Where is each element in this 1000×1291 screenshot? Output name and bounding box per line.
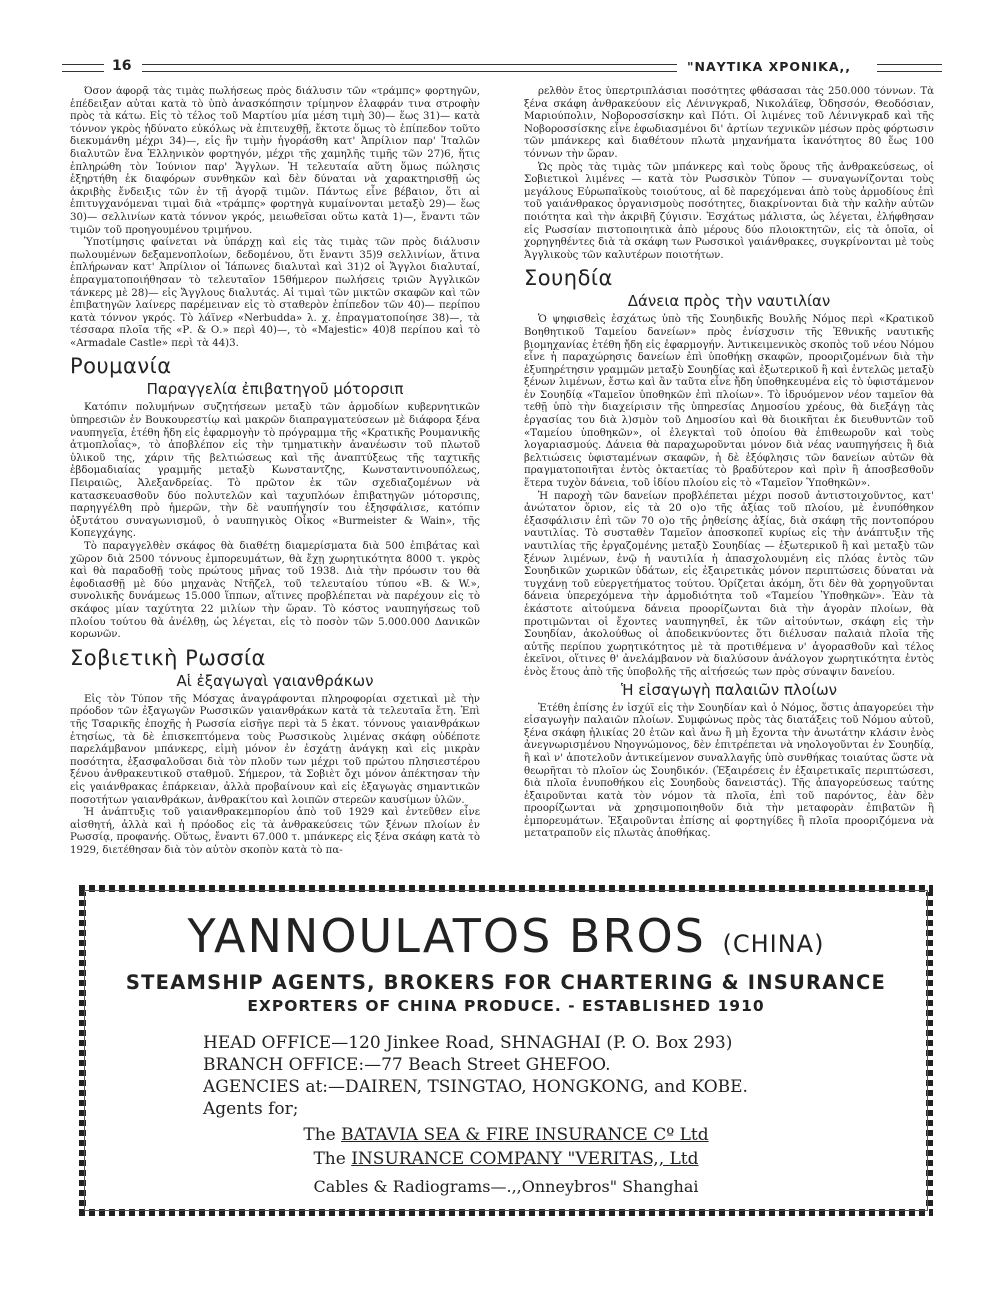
article-paragraph: Ἐτέθη ἐπίσης ἐν ἰσχύϊ εἰς τὴν Σουηδίαν καὶ ὁ Νόμος, ὅστις ἀπαγορεύει τὴν εἰσαγωγὴν παλαιῶν πλοίων. Συμφώνως πρὸς τὰς διατάξεις τοῦ Νόμου αὐτοῦ, ξένα σκάφη ἡλικίας 20 ἐτῶν καὶ ἄνω ἢ μὴ ἔχοντα τὴν ἀνωτάτην κλάσιν ἑνὸς ἀνεγνωρισμένου Νηογνώμονος, δὲν ἐπιτρέπεται νὰ νηολογοῦνται ἐν Σουηδίᾳ, ἢ καὶ ν' ἀποτελοῦν ἀντικείμενον συναλλαγῆς ὑπὸ συνθήκας τοιαύτας ὥστε νὰ θεωρῆται τὸ πλοῖον ὡς Σουηδικόν. (Ἐξαιρέσεις ἐν ἐξαιρετικαῖς περιπτώσεσι, διὰ πλοῖα ἐνυποθήκου εἰς Σουηδοὺς δανειστάς). Τῆς ἀπαγορεύσεως ταύτης ἐξαιροῦνται κατὰ τὸν νόμον τὰ πλοῖα, ἐπὶ τοῦ παρόντος, ἐὰν δὲν προορίζωνται νὰ χρησιμοποιηθοῦν διὰ τὴν μεταφορὰν ἐπιβατῶν ἢ ἐμπορευμάτων. Ἐξαιροῦνται ἐπίσης αἱ φορτηγίδες ἢ πλοῖα προοριζόμενα νὰ μετατραποῦν εἰς πλωτὰς ἀποθήκας. bbox=[524, 702, 934, 840]
article-paragraph: Εἰς τὸν Τύπον τῆς Μόσχας ἀναγράφονται πληροφορίαι σχετικαὶ μὲ τὴν πρόοδον τῶν ἐξαγωγῶν Ρωσσικῶν γαιανθράκων κατὰ τὰ τελευταῖα ἔτη. Ἐπὶ τῆς Τσαρικῆς ἐποχῆς ἡ Ρωσσία εἰσῆγε περὶ τὰ 5 ἑκατ. τόννους γαιανθράκων ἐτησίως, τὰ δὲ ἐπισκεπτόμενα τοὺς Ρωσσικοὺς λιμένας σκάφη οὐδέποτε παρελάμβανον μπάνκερς, εἰμὴ μόνον ἐν ἐσχάτῃ ἀνάγκῃ καὶ εἰς μικρὰν ποσότητα, ἐξασφαλοῦσαι διὰ τὸν πλοῦν των μέχρι τοῦ πρώτου πλησιεστέρου ξένου ἀνθρακευτικοῦ σταθμοῦ. Σήμερον, τὰ Σοβιὲτ ὄχι μόνον ἀπέκτησαν τὴν εἰς γαιάνθρακας ἐπάρκειαν, ἀλλὰ προβαίνουν καὶ εἰς ἐξαγωγὰς σημαντικῶν ποσοτήτων γαιανθράκων, ἀνθρακίτου καὶ λοιπῶν στερεῶν καυσίμων ὑλῶν. bbox=[70, 693, 480, 806]
article-paragraph: Ἡ παροχὴ τῶν δανείων προβλέπεται μέχρι ποσοῦ ἀντιστοιχοῦντος, κατ' ἀνώτατον ὅριον, εἰς τὰ 20 ο)ο τῆς ἀξίας τοῦ πλοίου, μὲ ἐνυπόθηκον ἐξασφάλισιν ἐπὶ τῶν 70 ο)ο τῆς ῥηθείσης ἀξίας, διὰ σκάφη τῆς ποντοπόρου ναυτιλίας. Τὸ συσταθὲν Ταμεῖον ἀποσκοπεῖ κυρίως εἰς τὴν ἀνάπτυξιν τῆς ναυτιλίας τῆς ἐργαζομένης μεταξὺ Σουηδίας — ἐξωτερικοῦ ἢ καὶ μεταξὺ τῶν ξένων λιμένων, ἐνῷ ἡ ναυτιλία ἡ ἀπασχολουμένη εἰς πλόας ἐντὸς τῶν Σουηδικῶν χωρικῶν ὑδάτων, εἰς ἐξαιρετικὰς μόνον περιπτώσεις δύναται νὰ τυγχάνῃ τοῦ εὐεργετήματος τούτου. Ὁρίζεται ἀκόμη, ὅτι δὲν θὰ χορηγοῦνται δάνεια ὑπερεχόμενα τὴν ἁρμοδιότητα τοῦ «Ταμείου Ὑποθηκῶν». Ἐὰν τὰ ἑκάστοτε αἰτούμενα δάνεια προορίζωνται διὰ τὴν ἀγορὰν πλοίων, θὰ προτιμῶνται οἱ ἔχοντες ναυπηγηθεῖ, ἐκ τῶν αἰτούντων, σκάφη εἰς τὴν Σουηδίαν, ἀκολούθως οἱ ἀποδεικνύοντες ὅτι διέλυσαν παλαιὰ πλοῖα τῆς αὐτῆς περίπου χωρητικότητος μὲ τὰ προτιθέμενα ν' ἀγορασθοῦν καὶ τέλος ἐκεῖνοι, οἵτινες θ' ἀνελάμβανον νὰ διαλύσουν ἀνάλογον χωρητικότητα ἐντὸς ἑνὸς ἔτους ἀπὸ τῆς ὑποβολῆς τῆς αἰτήσεώς των πρὸς σύναψιν δανείου. bbox=[524, 490, 934, 678]
ad-insurer-veritas bbox=[85, 1149, 927, 1169]
article-paragraph: ρελθὸν ἔτος ὑπερτριπλάσιαι ποσότητες φθάσασαι τὰς 250.000 τόννων. Τὰ ξένα σκάφη ἀνθρακεύουν εἰς Λένινγκραδ, Νικολάϊεφ, Ὀδησσόν, Θεοδόσιαν, Μαριούπολιν, Νοβοροσσίσκην καὶ Πότι. Οἱ λιμένες τοῦ Λένινγκραδ καὶ τῆς Νοβοροσσίσκης εἶνε ἐφωδιασμένοι δι' ἀρτίων τεχνικῶν μέσων πρὸς φόρτωσιν τῶν μπάνκερς καὶ διαθέτουν πλωτὰ μηχανήματα ἱκανότητος 80 ἕως 100 τόννων τὴν ὥραν. bbox=[524, 86, 934, 160]
section-subtitle: Αἱ ἐξαγωγαὶ γαιανθράκων bbox=[176, 671, 374, 690]
ad-company-main: YANNOULATOS BROS bbox=[187, 909, 706, 963]
ad-insurer-name: INSURANCE COMPANY "VERITAS,, Ltd bbox=[351, 1149, 699, 1169]
ad-services: STEAMSHIP AGENTS, BROKERS FOR CHARTERING & INSURANCE bbox=[125, 971, 887, 994]
ad-agents-for: Agents for; bbox=[203, 1099, 299, 1119]
article-paragraph: Κατόπιν πολυμήνων συζητήσεων μεταξὺ τῶν ἁρμοδίων κυβερνητικῶν ὑπηρεσιῶν ἐν Βουκουρεστίῳ καὶ μακρῶν διαπραγματεύσεων μὲ διάφορα ξένα ναυπηγεῖα, ἐτέθη ἤδη εἰς ἐφαρμογὴν τὸ πρόγραμμα τῆς «Κρατικῆς Ρουμανικῆς ἀτμοπλοΐας», τὸ ἀποβλέπον εἰς τὴν τμηματικὴν ἀνανέωσιν τοῦ πλωτοῦ ὑλικοῦ της, χάριν τῆς βελτιώσεως καὶ τῆς ἀναπτύξεως τῆς ταχτικῆς ἑβδομαδιαίας γραμμῆς μεταξὺ Κωνσταντζης, Κωνσταντινουπόλεως, Πειραιῶς, Ἀλεξανδρείας. Τὸ πρῶτον ἐκ τῶν σχεδιαζομένων νὰ κατασκευασθοῦν δύο πολυτελῶν καὶ ταχυπλόων ἐπιβατηγῶν μότορσιπς, παρηγγέλθη πρὸ ἡμερῶν, τὴν δὲ ναυπήγησίν του ἐξησφάλισε, κατόπιν ὀξυτάτου συναγωνισμοῦ, ὁ ναυπηγικὸς Οἶκος «Burmeister & Wain», τῆς Κοπεγχάγης. bbox=[70, 402, 480, 540]
section-title: Σουηδία bbox=[524, 266, 613, 291]
ad-agencies: AGENCIES at:—DAIREN, TSINGTAO, HONGKONG, and KOBE. bbox=[203, 1077, 748, 1097]
advertisement bbox=[72, 878, 940, 1223]
article-paragraph: Ὡς πρὸς τὰς τιμὰς τῶν μπάνκερς καὶ τοὺς ὅρους τῆς ἀνθρακεύσεως, οἱ Σοβιετικοὶ λιμένες — κατὰ τὸν Ρωσσικὸν Τύπον — συναγωνίζονται τοὺς μεγάλους Εὐρωπαϊκοὺς τοιούτους, αἱ δὲ παρεχόμεναι ἀπὸ τοὺς ἁρμοδίους ἐπὶ τοῦ γαιάνθρακος ὀργανισμοὺς ποσότητες, διακρίνονται διὰ τὴν καλὴν αὐτῶν ποιότητα καὶ τὴν ἀκριβῆ ζύγισιν. Ἐσχάτως μάλιστα, ὡς λέγεται, ἐλήφθησαν εἰς Ρωσσίαν πιστοποιητικὰ ἀπὸ μέρους δύο πλοιοκτητῶν, εἰς τὰ ὁποῖα, οἱ χορηγηθέντες διὰ τὰ σκάφη των Ρωσσικοὶ γαιάνθρακες, συγκρίνονται μὲ τοὺς Ἀγγλικοὺς τῶν καλυτέρων ποιοτήτων. bbox=[524, 161, 934, 261]
article-paragraph: Ὁ ψηφισθεὶς ἐσχάτως ὑπὸ τῆς Σουηδικῆς Βουλῆς Νόμος περὶ «Κρατικοῦ Βοηθητικοῦ Ταμείου δανείων» πρὸς ἐνίσχυσιν τῆς Ἐθνικῆς ναυτικῆς βιομηχανίας ἐτέθη ἤδη εἰς ἐφαρμογήν. Ἀντικειμενικὸς σκοπὸς τοῦ νέου Νόμου εἶνε ἡ παραχώρησις δανείων ἐπὶ ὑποθήκῃ σκαφῶν, προοριζομένων διὰ τὴν ἐξυπηρέτησιν γραμμῶν μεταξὺ Σουηδίας καὶ ἐξωτερικοῦ ἢ καὶ ἐντελῶς μεταξὺ ξένων λιμένων, ἔστω καὶ ἂν ταῦτα εἶνε ἤδη ὑποθηκευμένα εἰς τὸ ὑφιστάμενον ἐν Σουηδίᾳ «Ταμεῖον ὑποθηκῶν ἐπὶ πλοίων». Τὸ ἱδρυόμενον νέον ταμεῖον θὰ τεθῇ ὑπὸ τὴν διαχείρισιν τῆς ὑπηρεσίας Δημοσίου χρέους, θὰ διεξάγῃ τὰς ἐργασίας του διὰ λ)σμὸν τοῦ Δημοσίου καὶ θὰ διοικῆται ἐκ διευθυντῶν τοῦ «Ταμείου ὑποθηκῶν», οἱ ἐλεγκταὶ τοῦ ὁποίου θὰ ἐπιθεωροῦν καὶ τοὺς λογαριασμούς. Δάνεια θὰ παραχωροῦνται μόνον διὰ νέας ναυπηγήσεις ἢ διὰ βελτιώσεις ὑφισταμένων σκαφῶν, ἡ δὲ ἐξόφλησις τῶν δανείων αὐτῶν θὰ πραγματοποιῆται ἐντὸς ὀκταετίας τὸ βραδύτερον καὶ πρὶν ἢ ἀποσβεσθοῦν ἕτερα τυχὸν δάνεια, τοῦ ἰδίου πλοίου εἰς τὸ «Ταμεῖον Ὑποθηκῶν». bbox=[524, 314, 934, 490]
ad-company-name bbox=[85, 911, 927, 969]
ad-company-suffix: (CHINA) bbox=[722, 930, 825, 958]
article-paragraph: Ὑποτίμησις φαίνεται νὰ ὑπάρχῃ καὶ εἰς τὰς τιμὰς τῶν πρὸς διάλυσιν πωλουμένων δεξαμενοπλοίων, δεδομένου, ὅτι ἔναντι 35)9 σελλινίων, ἅτινα ἐπλήρωναν κατ' Ἀπρίλιον οἱ Ἰάπωνες διαλυταὶ καὶ 31)2 οἱ Ἄγγλοι διαλυταί, ἐπραγματοποιήθησαν τὸ τελευταῖον 15θήμερον πωλήσεις τριῶν Ἀγγλικῶν τάνκερς μὲ 28)— εἰς Ἄγγλους διαλυτάς. Αἱ τιμαὶ τῶν μικτῶν σκαφῶν καὶ τῶν ἐπιβατηγῶν λαίνερς παρέμειναν εἰς τὸ σταθερὸν ἐπίπεδον τῶν 40)— περίπου κατὰ τόννον γκρός. Τὸ λάϊνερ «Nerbudda» λ. χ. ἐπραγματοποίησε 38)—, τὰ τέσσαρα πλοῖα τῆς «Ρ. & Ο.» περὶ 40)—, τὸ «Majestic» 40)8 περίπου καὶ τὸ «Armadale Castle» περὶ τὰ 44)3. bbox=[70, 237, 480, 349]
header-rule-middle bbox=[142, 64, 677, 72]
ad-head-office: HEAD OFFICE—120 Jinkee Road, SHNAGHAI (P. O. Box 293) bbox=[203, 1033, 733, 1053]
article-paragraph: Ἡ ἀνάπτυξις τοῦ γαιανθρακεμπορίου ἀπὸ τοῦ 1929 καὶ ἐντεῦθεν εἶνε αἰσθητή, ἀλλὰ καὶ ἡ πρόοδος εἰς τὰ ἀνθρακεύσεις τῶν ξένων πλοίων ἐν Ρωσσίᾳ, προφανής. Οὕτως, ἔναντι 67.000 τ. μπάνκερς εἰς ξένα σκάφη κατὰ τὸ 1929, διετέθησαν διὰ τὸν αὐτὸν σκοπὸν κατὰ τὸ πα- bbox=[70, 807, 480, 856]
journal-title: "ΝΑΥΤΙΚΑ ΧΡΟΝΙΚΑ,, bbox=[687, 59, 851, 74]
section-title: Σοβιετικὴ Ρωσσία bbox=[70, 645, 266, 670]
header-rule-left bbox=[62, 64, 104, 72]
ad-insurer-batavia bbox=[85, 1125, 927, 1145]
ad-insurer-prefix: The bbox=[313, 1149, 352, 1169]
page-header bbox=[62, 58, 942, 78]
ad-insurer-name: BATAVIA SEA & FIRE INSURANCE Cº Ltd bbox=[341, 1125, 709, 1145]
right-column bbox=[524, 86, 934, 878]
article-paragraph: Όσον άφορᾷ τὰς τιμὰς πωλήσεως πρὸς διάλυσιν τῶν «τράμπς» φορτηγῶν, ἐπέδειξαν αὐται κατὰ τὸ ὑπὸ ἀνασκόπησιν τρίμηνον ἐλαφράν τινα στροφὴν πρὸς τὰ κάτω. Εἰς τὸ τέλος τοῦ Μαρτίου μία μέση τιμὴ 30)— ἕως 31)— κατὰ τόννον γκρὸς ἠδύνατο εὐκόλως νὰ ἐπιτευχθῇ, ἔκτοτε ὅμως τὸ ἐπίπεδον τοῦτο διεκυμάνθη μέχρι 34)—, εἰς ἣν τιμὴν ἠγοράσθη κατ' Ἀπρίλιον παρ' Ἰταλῶν διαλυτῶν ἕνα Ἑλληνικὸν φορτηγόν, μέχρι τῆς χαμηλῆς τιμῆς τῶν 27)6, ἥτις ἐπληρώθη τὸν Ἰούνιον παρ' Ἄγγλων. Ἡ τελευταία αὕτη ὅμως πώλησις ἐξηρτήθη ἐκ διαφόρων συνθηκῶν καὶ δὲν δύναται νὰ χαρακτηρισθῇ ὡς ἀκριβὴς ἔνδειξις τῶν ἐν τῇ ἀγορᾷ τιμῶν. Πάντως εἶνε βέβαιον, ὅτι αἱ ἐπιτυγχανόμεναι τιμαὶ διὰ «τράμπς» φορτηγὰ κυμαίνονται μεταξὺ 29)— ἕως 30)— σελλινίων κατὰ τόννον γκρός, μειωθεῖσαι οὕτω κατὰ 1)—, ἔναντι τῶν τιμῶν τοῦ προηγουμένου τριμήνου. bbox=[70, 86, 480, 236]
section-subtitle: Παραγγελία ἐπιβατηγοῦ μότορσιπ bbox=[146, 380, 404, 399]
ad-branch-office: BRANCH OFFICE:—77 Beach Street GHEFOO. bbox=[203, 1055, 611, 1075]
ad-insurer-prefix: The bbox=[303, 1125, 342, 1145]
ad-exporters: EXPORTERS OF CHINA PRODUCE. - ESTABLISHED 1910 bbox=[247, 997, 765, 1015]
section-subtitle: Δάνεια πρὸς τὴν ναυτιλίαν bbox=[627, 292, 831, 311]
ad-cables: Cables & Radiograms—.,,Onneybros" Shanghai bbox=[313, 1177, 699, 1196]
article-paragraph: Τὸ παραγγελθὲν σκάφος θὰ διαθέτῃ διαμερίσματα διὰ 500 ἐπιβάτας καὶ χῶρον διὰ 2500 τόννους ἐμπορευμάτων, θὰ ἔχῃ χωρητικότητα 8000 τ. γκρὸς καὶ θὰ παραδοθῇ τοὺς πρώτους μῆνας τοῦ 1938. Διὰ τὴν πρόωσιν του θὰ ἐφοδιασθῇ μὲ δύο μηχανὰς Ντῆζελ, τοῦ τελευταίου τύπου «Β. & W.», συνολικῆς δυνάμεως 15.000 ἵππων, αἵτινες προβλέπεται νὰ παρέχουν εἰς τὸ σκάφος μίαν ταχύτητα 22 μιλίων τὴν ὥραν. Τὸ κόστος ναυπηγήσεως τοῦ πλοίου τούτου θὰ ἀνέλθῃ, ὡς λέγεται, εἰς τὸ ποσὸν τῶν 5.000.000 Δανικῶν κορωνῶν. bbox=[70, 541, 480, 641]
section-title: Ρουμανία bbox=[70, 354, 172, 379]
left-column bbox=[70, 86, 480, 878]
header-rule-right bbox=[877, 64, 942, 72]
ad-frame bbox=[84, 890, 928, 1211]
page-number: 16 bbox=[112, 58, 132, 74]
section-subtitle: Ἡ εἰσαγωγὴ παλαιῶν πλοίων bbox=[620, 680, 838, 699]
